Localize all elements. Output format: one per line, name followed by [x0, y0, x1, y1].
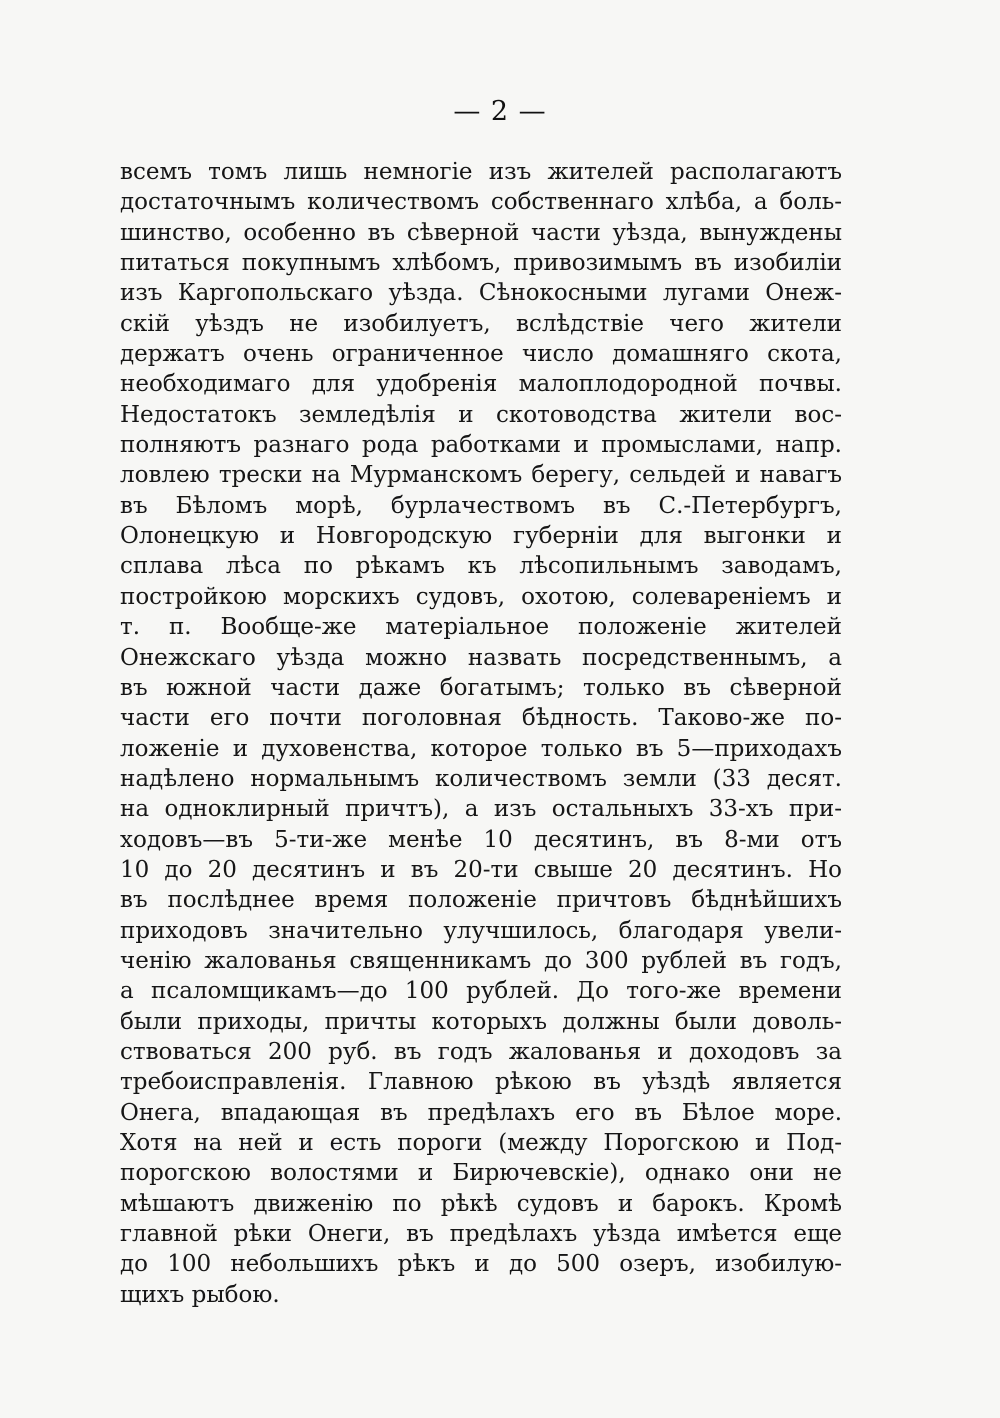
- text-line: Олонецкую и Новгородскую губерніи для выгонки и: [120, 523, 842, 550]
- body-text: [120, 157, 842, 1310]
- text-line: Хотя на ней и есть пороги (между Порогскою и Под-: [120, 1130, 842, 1156]
- text-line: на одноклирный причтъ), а изъ остальныхъ 33-хъ при-: [120, 796, 842, 823]
- text-line: всемъ томъ лишь немногіе изъ жителей располагаютъ: [120, 159, 842, 185]
- text-line: полняютъ разнаго рода работками и промыслами, напр.: [120, 432, 842, 459]
- text-line: Недостатокъ земледѣлія и скотоводства жители вос-: [120, 401, 842, 428]
- text-line: ложеніе и духовенства, которое только въ 5—приходахъ: [120, 735, 842, 762]
- text-line-last: щихъ рыбою.: [120, 1281, 280, 1308]
- text-line: ходовъ—въ 5-ти-же менѣе 10 десятинъ, въ 8-ми отъ: [120, 826, 842, 853]
- page-number: — 2 —: [453, 96, 547, 127]
- text-line: были приходы, причты которыхъ должны были доволь-: [120, 1008, 842, 1035]
- text-line: въ Бѣломъ морѣ, бурлачествомъ въ С.-Петербургъ,: [120, 492, 842, 519]
- text-line: порогскою волостями и Бирючевскіе), однако они не: [120, 1160, 842, 1187]
- text-line: въ южной части даже богатымъ; только въ сѣверной: [120, 674, 842, 701]
- text-line: сплава лѣса по рѣкамъ къ лѣсопильнымъ заводамъ,: [120, 553, 842, 580]
- text-line: главной рѣки Онеги, въ предѣлахъ уѣзда имѣется еще: [120, 1221, 842, 1248]
- text-line: шинство, особенно въ сѣверной части уѣзда, вынуждены: [120, 219, 842, 246]
- text-line: а псаломщикамъ—до 100 рублей. До того-же времени: [120, 978, 842, 1005]
- text-line: надѣлено нормальнымъ количествомъ земли (33 десят.: [120, 765, 842, 792]
- text-line: постройкою морскихъ судовъ, охотою, солевареніемъ и: [120, 583, 842, 610]
- text-line: 10 до 20 десятинъ и въ 20-ти свыше 20 десятинъ. Но: [120, 856, 842, 883]
- text-line: скій уѣздъ не изобилуетъ, вслѣдствіе чего жители: [120, 310, 842, 337]
- text-line: въ послѣднее время положеніе причтовъ бѣднѣйшихъ: [120, 887, 842, 914]
- text-line: части его почти поголовная бѣдность. Таково-же по-: [120, 705, 842, 732]
- text-line: держатъ очень ограниченное число домашняго скота,: [120, 341, 842, 368]
- text-line: Онежскаго уѣзда можно назвать посредственнымъ, а: [120, 644, 842, 671]
- text-line: Онега, впадающая въ предѣлахъ его въ Бѣлое море.: [120, 1099, 842, 1126]
- text-line: приходовъ значительно улучшилось, благодаря увели-: [120, 917, 842, 944]
- text-line: мѣшаютъ движенію по рѣкѣ судовъ и барокъ. Кромѣ: [120, 1190, 842, 1217]
- text-line: достаточнымъ количествомъ собственнаго хлѣба, а боль-: [120, 189, 842, 216]
- text-line: ловлею трески на Мурманскомъ берегу, сельдей и навагъ: [120, 462, 842, 489]
- text-line: изъ Каргопольскаго уѣзда. Сѣнокосными лугами Онеж-: [120, 280, 842, 307]
- text-line: питаться покупнымъ хлѣбомъ, привозимымъ въ изобиліи: [120, 250, 842, 277]
- text-line: ствоваться 200 руб. въ годъ жалованья и доходовъ за: [120, 1038, 842, 1065]
- text-line: требоисправленія. Главною рѣкою въ уѣздѣ является: [120, 1069, 842, 1096]
- text-line: необходимаго для удобренія малоплодородной почвы.: [120, 371, 842, 398]
- text-line: до 100 небольшихъ рѣкъ и до 500 озеръ, изобилую-: [120, 1251, 842, 1278]
- text-line: ченію жалованья священникамъ до 300 рублей въ годъ,: [120, 947, 842, 974]
- text-line: т. п. Вообще-же матеріальное положеніе жителей: [120, 614, 842, 641]
